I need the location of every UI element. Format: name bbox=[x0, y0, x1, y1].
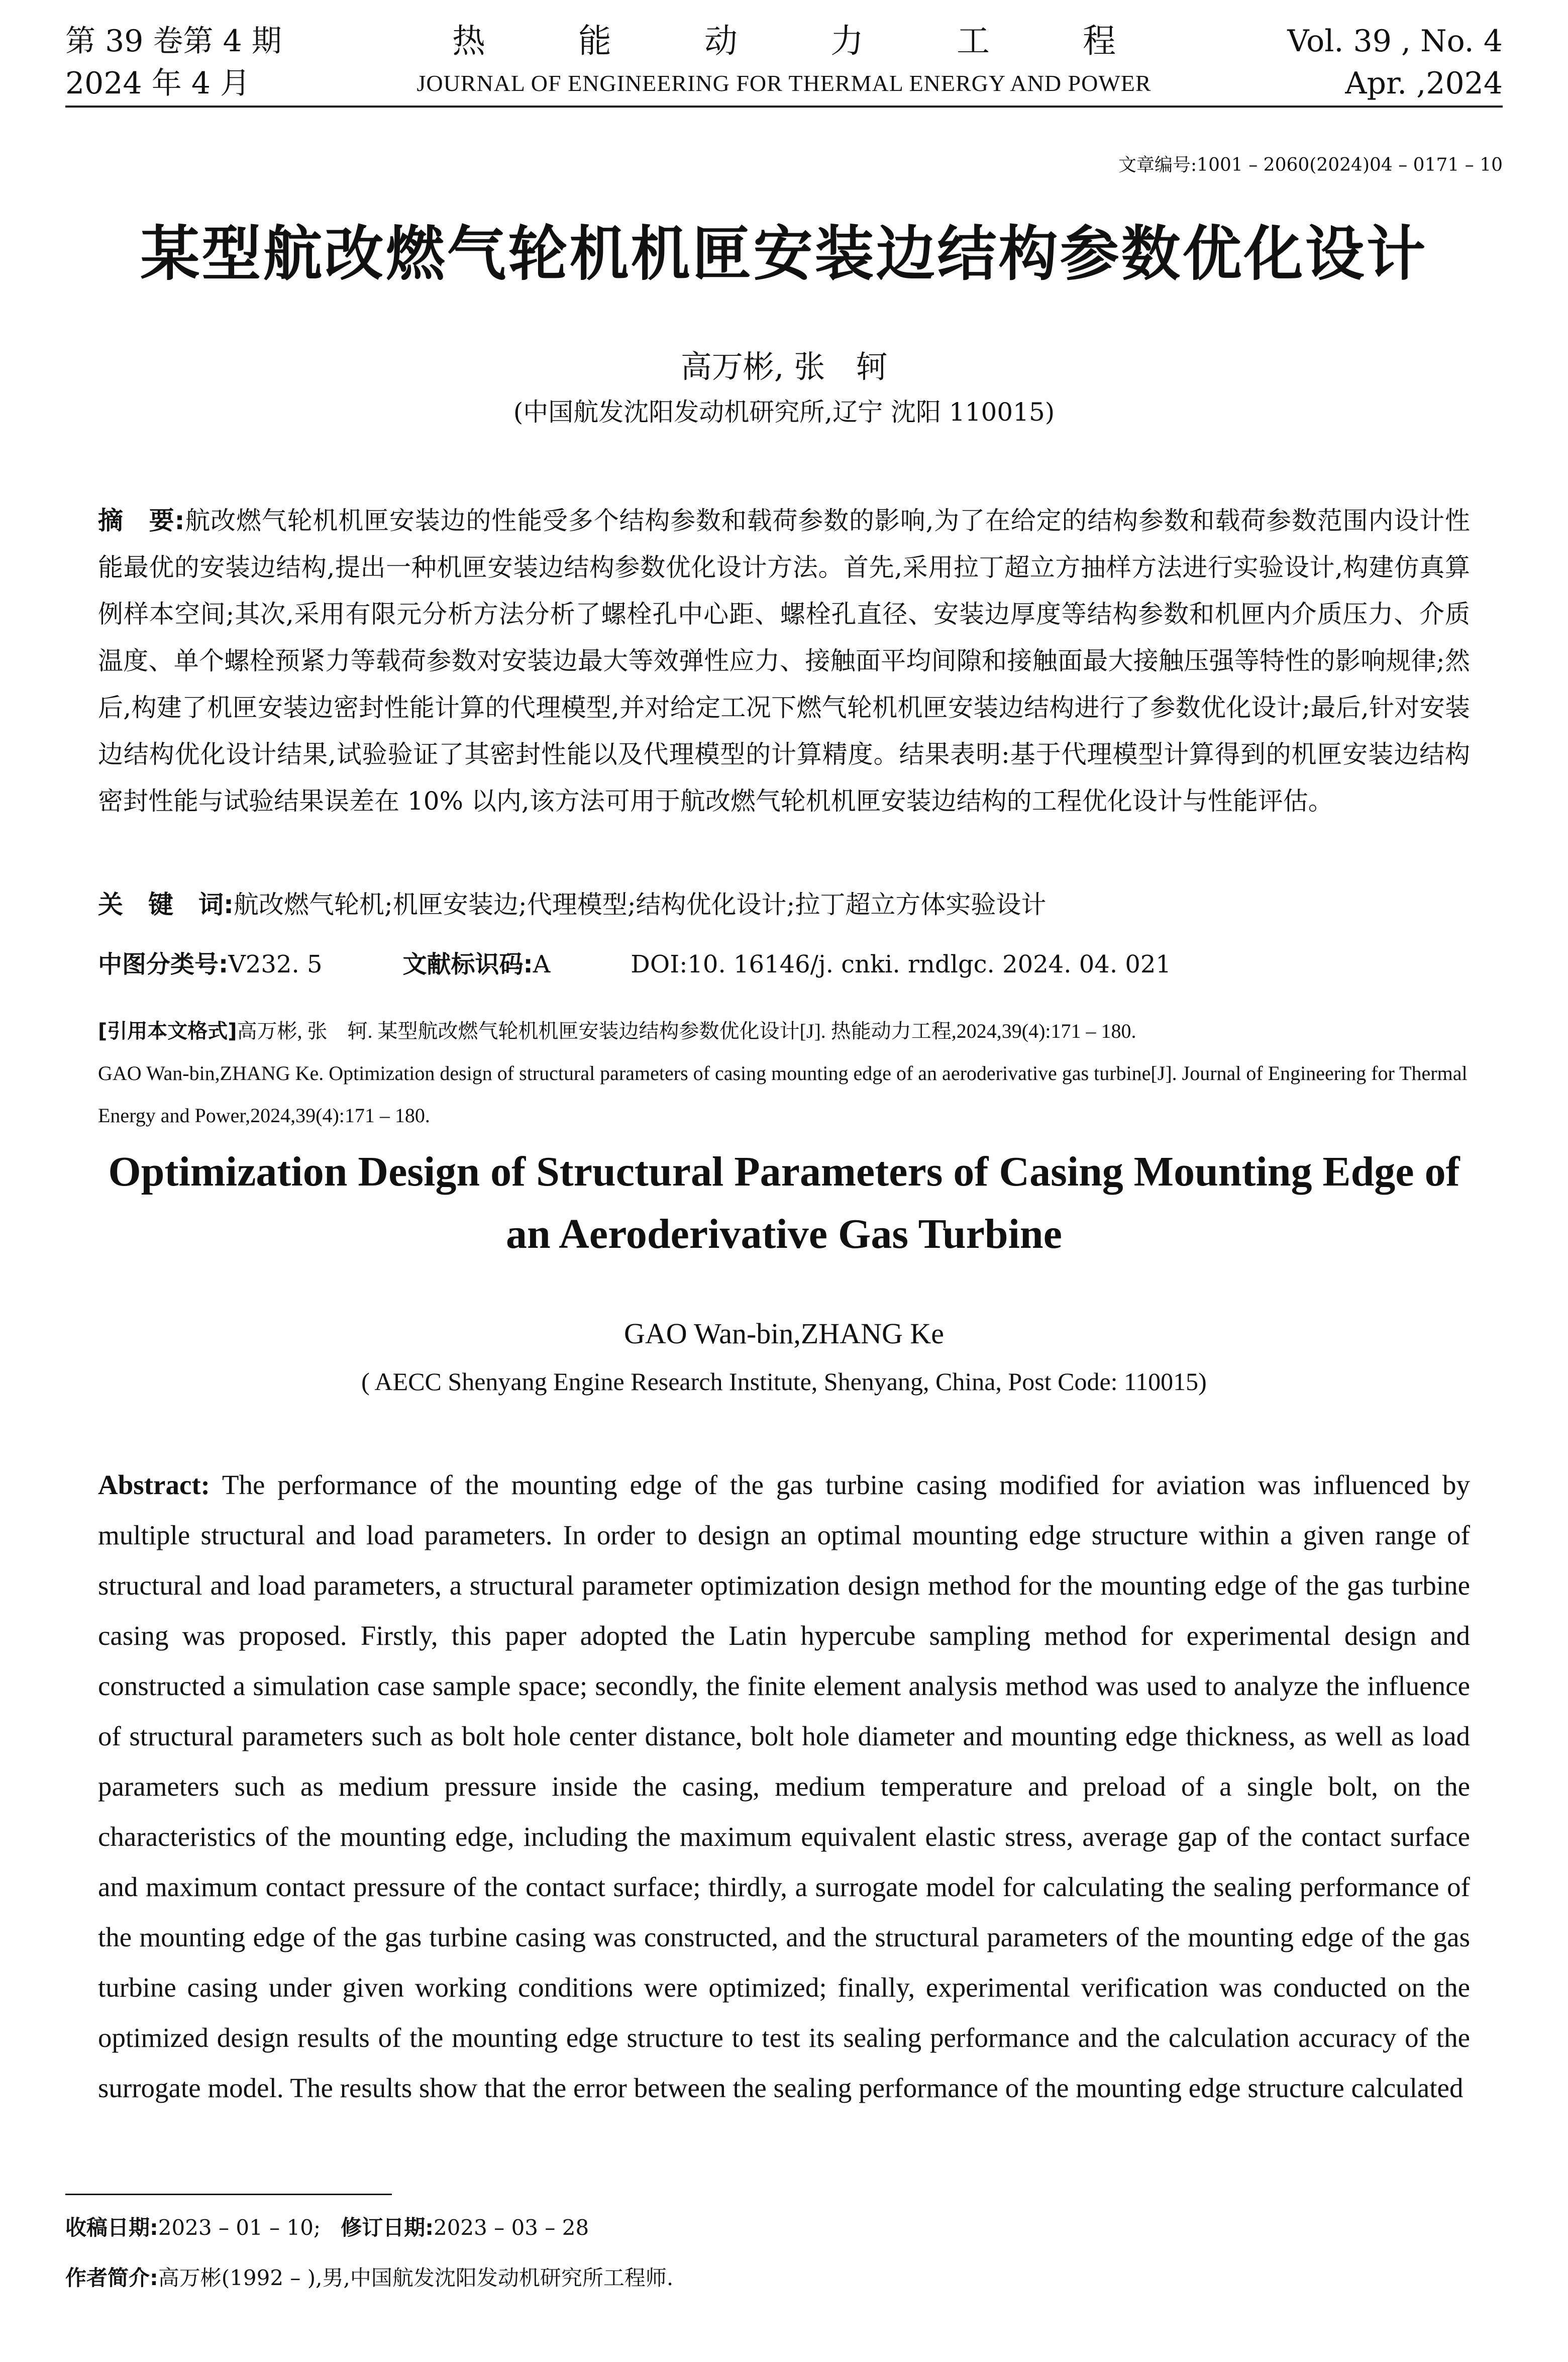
authors-cn: 高万彬, 张 轲 bbox=[680, 348, 888, 385]
footnote-author-bio bbox=[65, 2261, 1503, 2292]
clc-value: V232. 5 bbox=[228, 950, 323, 978]
abstract-en bbox=[98, 1460, 1470, 2113]
citation-en: GAO Wan-bin,ZHANG Ke. Optimization design of structural parameters of casing mounting edge of an aeroderivative gas turbine[J]. Journal of Engineering for Thermal Energy and Power,2024,39(4):171 – 180. bbox=[98, 1062, 1468, 1127]
article-number: 文章编号:1001 – 2060(2024)04 – 0171 – 10 bbox=[1118, 155, 1503, 175]
keywords-cn-label: 关 键 词: bbox=[98, 890, 234, 919]
journal-name bbox=[352, 20, 1216, 105]
date-en: Apr. ,2024 bbox=[1345, 66, 1503, 101]
authors-en: GAO Wan-bin,ZHANG Ke bbox=[624, 1317, 944, 1350]
footnote-dates bbox=[65, 2211, 1503, 2241]
journal-char: 力 bbox=[830, 22, 864, 60]
issue-info bbox=[65, 20, 282, 105]
abstract-cn bbox=[98, 498, 1470, 825]
classification-line bbox=[98, 945, 1470, 979]
abstract-cn-label: 摘 要: bbox=[98, 506, 185, 535]
footnote-rule bbox=[65, 2194, 392, 2195]
abstract-en-label: Abstract: bbox=[98, 1469, 210, 1500]
title-en-line: Optimization Design of Structural Parameters of Casing Mounting Edge of bbox=[108, 1148, 1460, 1195]
document-code-value: A bbox=[533, 950, 551, 978]
journal-char: 热 bbox=[452, 22, 485, 60]
revised-label: 修订日期: bbox=[341, 2215, 434, 2240]
citation-cn-text: 高万彬, 张 轲. 某型航改燃气轮机机匣安装边结构参数优化设计[J]. 热能动力工程,2024,39(4):171 – 180. bbox=[237, 1020, 1136, 1042]
volume-issue-en: Vol. 39 , No. 4 bbox=[1287, 24, 1503, 59]
bio-label: 作者简介: bbox=[65, 2266, 158, 2290]
received-date: 2023 – 01 – 10; bbox=[158, 2215, 321, 2240]
document-code bbox=[403, 945, 551, 979]
keywords-cn bbox=[98, 884, 1470, 921]
journal-name-en: JOURNAL OF ENGINEERING FOR THERMAL ENERGY AND POWER bbox=[416, 70, 1152, 96]
affiliation-en: ( AECC Shenyang Engine Research Institute, Shenyang, China, Post Code: 110015) bbox=[361, 1367, 1207, 1396]
issue-info-en bbox=[1287, 20, 1503, 105]
doi: DOI:10. 16146/j. cnki. rndlgc. 2024. 04. 021 bbox=[631, 950, 1171, 978]
journal-char: 工 bbox=[957, 22, 990, 60]
journal-name-cn bbox=[352, 20, 1216, 62]
keywords-cn-text: 航改燃气轮机;机匣安装边;代理模型;结构优化设计;拉丁超立方体实验设计 bbox=[234, 890, 1047, 919]
clc-label: 中图分类号: bbox=[98, 950, 229, 978]
affiliation-cn: (中国航发沈阳发动机研究所,辽宁 沈阳 110015) bbox=[513, 398, 1055, 427]
journal-char: 动 bbox=[704, 22, 738, 60]
title-en-line: an Aeroderivative Gas Turbine bbox=[506, 1211, 1062, 1257]
abstract-en-text: The performance of the mounting edge of the gas turbine casing modified for aviation was influenced by multiple structural and load parameters. In order to design an optimal mounting edge structure within a given range of structural and load parameters, a structural parameter optimization design method for the mounting edge of the gas turbine casing was proposed. Firstly, this paper adopted the Latin hypercube sampling method for experimental design and constructed a simulation case sample space; secondly, the finite element analysis method was used to analyze the influence of structural parameters such as bolt hole center distance, bolt hole diameter and mounting edge thickness, as well as load parameters such as medium pressure inside the casing, medium temperature and preload of a single bolt, on the characteristics of the mounting edge, including the maximum equivalent elastic stress, average gap of the contact surface and maximum contact pressure of the contact surface; thirdly, a surrogate model for calculating the sealing performance of the mounting edge of the gas turbine casing was constructed, and the structural parameters of the mounting edge of the gas turbine casing under given working conditions were optimized; finally, experimental verification was conducted on the optimized design results of the mounting edge structure to test its sealing performance and the calculation accuracy of the surrogate model. The results show that the error between the sealing performance of the mounting edge structure calculated bbox=[98, 1469, 1471, 2103]
document-code-label: 文献标识码: bbox=[402, 950, 533, 978]
title-cn: 某型航改燃气轮机机匣安装边结构参数优化设计 bbox=[140, 219, 1428, 288]
citation-format bbox=[98, 1010, 1470, 1137]
clc-code bbox=[98, 945, 323, 979]
citation-label: [引用本文格式] bbox=[98, 1020, 237, 1043]
header-rule bbox=[65, 106, 1503, 108]
volume-issue-cn: 第 39 卷第 4 期 bbox=[65, 24, 282, 59]
bio-text: 高万彬(1992 – ),男,中国航发沈阳发动机研究所工程师. bbox=[158, 2266, 674, 2290]
received-label: 收稿日期: bbox=[65, 2215, 158, 2240]
abstract-cn-text: 航改燃气轮机机匣安装边的性能受多个结构参数和载荷参数的影响,为了在给定的结构参数和载荷参数范围内设计性能最优的安装边结构,提出一种机匣安装边结构参数优化设计方法。首先,采用拉丁超立方抽样方法进行实验设计,构建仿真算例样本空间;其次,采用有限元分析方法分析了螺栓孔中心距、螺栓孔直径、安装边厚度等结构参数和机匣内介质压力、介质温度、单个螺栓预紧力等载荷参数对安装边最大等效弹性应力、接触面平均间隙和接触面最大接触压强等特性的影响规律;然后,构建了机匣安装边密封性能计算的代理模型,并对给定工况下燃气轮机机匣安装边结构进行了参数优化设计;最后,针对安装边结构优化设计结果,试验验证了其密封性能以及代理模型的计算精度。结果表明:基于代理模型计算得到的机匣安装边结构密封性能与试验结果误差在 10% 以内,该方法可用于航改燃气轮机机匣安装边结构的工程优化设计与性能评估。 bbox=[98, 506, 1470, 816]
date-cn: 2024 年 4 月 bbox=[65, 66, 251, 101]
revised-date: 2023 – 03 – 28 bbox=[433, 2215, 589, 2240]
journal-char: 能 bbox=[578, 22, 611, 60]
citation-cn bbox=[98, 1010, 1470, 1052]
title-en bbox=[65, 1141, 1503, 1265]
journal-char: 程 bbox=[1083, 22, 1116, 60]
